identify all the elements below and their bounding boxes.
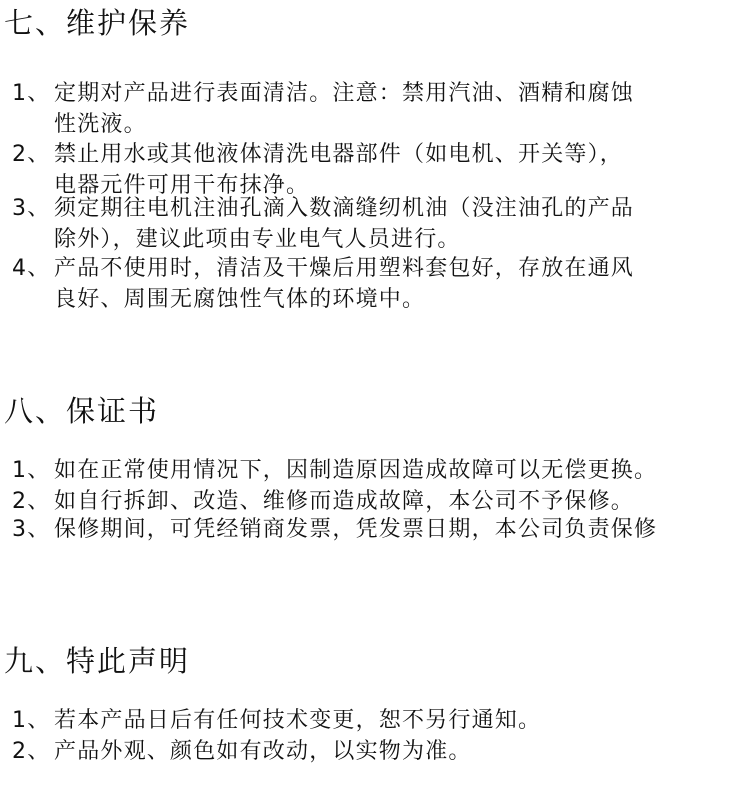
item-text: 禁止用水或其他液体清洗电器部件（如电机、开关等）， — [54, 142, 624, 167]
item-text: 如自行拆卸、改造、维修而造成故障，本公司不予保修。 — [54, 489, 635, 514]
item-text: 保修期间，可凭经销商发票，凭发票日期，本公司负责保修 — [54, 517, 658, 542]
item-text-continued: 良好、周围无腐蚀性气体的环境中。 — [54, 287, 426, 312]
item-text-continued: 性洗液。 — [54, 112, 147, 137]
list-item — [12, 455, 750, 486]
list-item — [12, 486, 750, 517]
item-number: 1、 — [12, 81, 51, 106]
item-number: 1、 — [12, 708, 51, 733]
item-text: 定期对产品进行表面清洁。注意：禁用汽油、酒精和腐蚀 — [54, 81, 635, 106]
section-heading-maintenance: 七、维护保养 — [4, 6, 191, 40]
item-number: 4、 — [12, 256, 51, 281]
item-text: 须定期往电机注油孔滴入数滴缝纫机油（没注油孔的产品 — [54, 196, 635, 221]
section-heading-declaration: 九、特此声明 — [4, 644, 191, 678]
item-text: 产品外观、颜色如有改动，以实物为准。 — [54, 739, 472, 764]
item-number: 2、 — [12, 142, 51, 167]
item-text-continued: 电器元件可用干布抹净。 — [54, 173, 310, 198]
item-number: 1、 — [12, 458, 51, 483]
list-item — [12, 253, 750, 315]
section-heading-warranty: 八、保证书 — [4, 394, 160, 428]
list-item — [12, 514, 750, 545]
list-item — [12, 78, 750, 140]
item-text: 产品不使用时，清洁及干燥后用塑料套包好，存放在通风 — [54, 256, 635, 281]
item-text: 若本产品日后有任何技术变更，恕不另行通知。 — [54, 708, 542, 733]
list-item — [12, 736, 750, 767]
item-text: 如在正常使用情况下，因制造原因造成故障可以无偿更换。 — [54, 458, 658, 483]
item-number: 3、 — [12, 517, 51, 542]
list-item — [12, 193, 750, 255]
item-number: 2、 — [12, 489, 51, 514]
item-text-continued: 除外），建议此项由专业电气人员进行。 — [54, 227, 461, 252]
list-item — [12, 705, 750, 736]
list-item — [12, 139, 750, 201]
item-number: 2、 — [12, 739, 51, 764]
item-number: 3、 — [12, 196, 51, 221]
